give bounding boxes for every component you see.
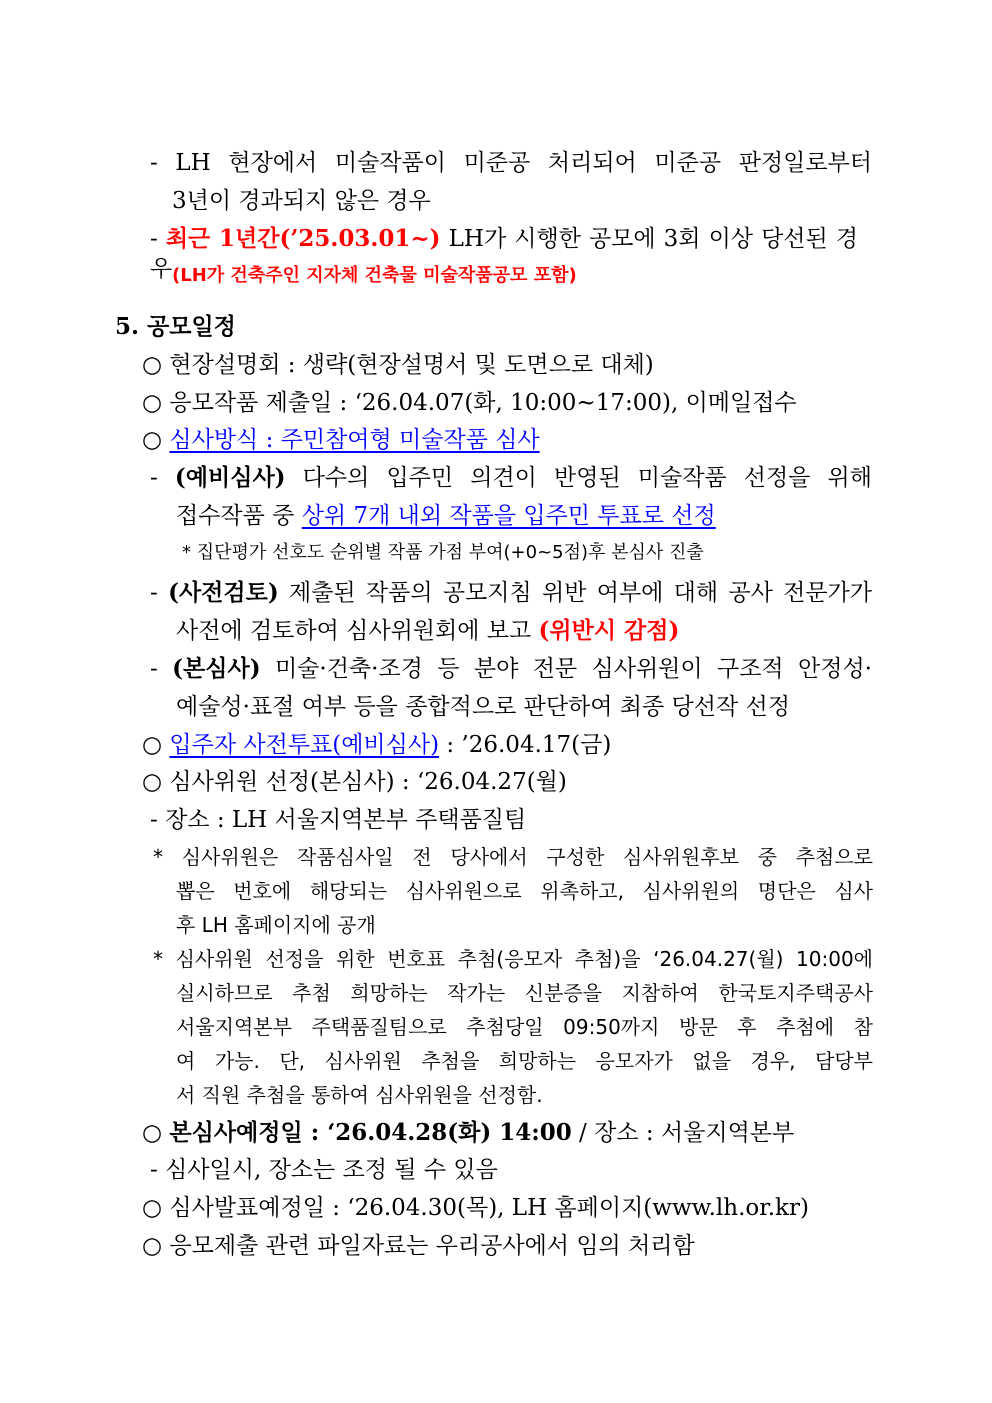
schedule-item: ○ 현장설명회 : 생략(현장설명서 및 도면으로 대체): [142, 352, 654, 378]
note-line: 실시하므로 추첨 희망하는 작가는 신분증을 지참하여 한국토지주택공사: [176, 981, 873, 1005]
highlight-red: 최근 1년간(’25.03.01~): [165, 225, 441, 252]
text-line: 3년이 경과되지 않은 경우: [172, 188, 431, 214]
schedule-item: ○ 본심사예정일 : ‘26.04.28(화) 14:00 / 장소 : 서울지역본부: [142, 1119, 795, 1146]
bold-label: (본심사): [172, 655, 261, 682]
pre-vote-link[interactable]: 입주자 사전투표(예비심사): [169, 732, 440, 758]
text-line: - 최근 1년간(’25.03.01~) LH가 시행한 공모에 3회 이상 당선된 경우: [150, 225, 858, 282]
schedule-item: ○ 입주자 사전투표(예비심사) : ’26.04.17(금): [142, 732, 612, 758]
note-line: 서울지역본부 주택품질팀으로 추첨당일 09:50까지 방문 후 추첨에 참: [176, 1015, 873, 1039]
footnote: * 집단평가 선호도 순위별 작품 가점 부여(+0~5점)후 본심사 진출: [182, 542, 704, 563]
review-method-link[interactable]: 심사방식 : 주민참여형 미술작품 심사: [169, 427, 540, 453]
schedule-item: ○ 심사발표예정일 : ‘26.04.30(목), LH 홈페이지(www.lh.or.kr): [142, 1195, 809, 1221]
text-line: - 장소 : LH 서울지역본부 주택품질팀: [150, 807, 527, 833]
schedule-item: ○ 응모제출 관련 파일자료는 우리공사에서 임의 처리함: [142, 1233, 695, 1259]
red-note: (LH가 건축주인 지자체 건축물 미술작품공모 포함): [172, 265, 577, 286]
note-line: 뽑은 번호에 해당되는 심사위원으로 위촉하고, 심사위원의 명단은 심사: [176, 879, 873, 903]
text-line: - (예비심사) 다수의 입주민 의견이 반영된 미술작품 선정을 위해: [150, 464, 872, 491]
bold-label: (예비심사): [174, 464, 286, 491]
schedule-item: ○ 심사방식 : 주민참여형 미술작품 심사: [142, 427, 540, 453]
note-line: 여 가능. 단, 심사위원 추첨을 희망하는 응모자가 없을 경우, 담당부: [176, 1049, 873, 1073]
bold-label: (사전검토): [168, 579, 279, 606]
text-line: 사전에 검토하여 심사위원회에 보고 (위반시 감점): [176, 617, 680, 644]
top7-link[interactable]: 상위 7개 내외 작품을 입주민 투표로 선정: [301, 503, 716, 529]
schedule-item: ○ 심사위원 선정(본심사) : ‘26.04.27(월): [142, 769, 567, 795]
note-line: 후 LH 홈페이지에 공개: [176, 913, 376, 937]
schedule-item: ○ 응모작품 제출일 : ‘26.04.07(화, 10:00~17:00), 이메일접수: [142, 390, 797, 416]
highlight-red: (위반시 감점): [538, 617, 680, 644]
text-line: - 심사일시, 장소는 조정 될 수 있음: [150, 1157, 498, 1183]
main-review-date: 본심사예정일 : ‘26.04.28(화) 14:00: [169, 1119, 572, 1146]
section-heading: 5. 공모일정: [115, 313, 236, 340]
text-line: - (사전검토) 제출된 작품의 공모지침 위반 여부에 대해 공사 전문가가: [150, 579, 872, 606]
text-line: 접수작품 중 상위 7개 내외 작품을 입주민 투표로 선정: [176, 503, 716, 529]
text-line: 예술성·표절 여부 등을 종합적으로 판단하여 최종 당선작 선정: [176, 694, 790, 720]
text-line: - LH 현장에서 미술작품이 미준공 처리되어 미준공 판정일로부터: [150, 150, 872, 176]
note-line: 서 직원 추첨을 통하여 심사위원을 선정함.: [176, 1083, 543, 1107]
note-line: * 심사위원 선정을 위한 번호표 추첨(응모자 추첨)을 ‘26.04.27(월) 10:00에: [153, 947, 873, 971]
note-line: * 심사위원은 작품심사일 전 당사에서 구성한 심사위원후보 중 추첨으로: [153, 845, 873, 869]
text-line: - (본심사) 미술·건축·조경 등 분야 전문 심사위원이 구조적 안정성·: [150, 655, 872, 682]
